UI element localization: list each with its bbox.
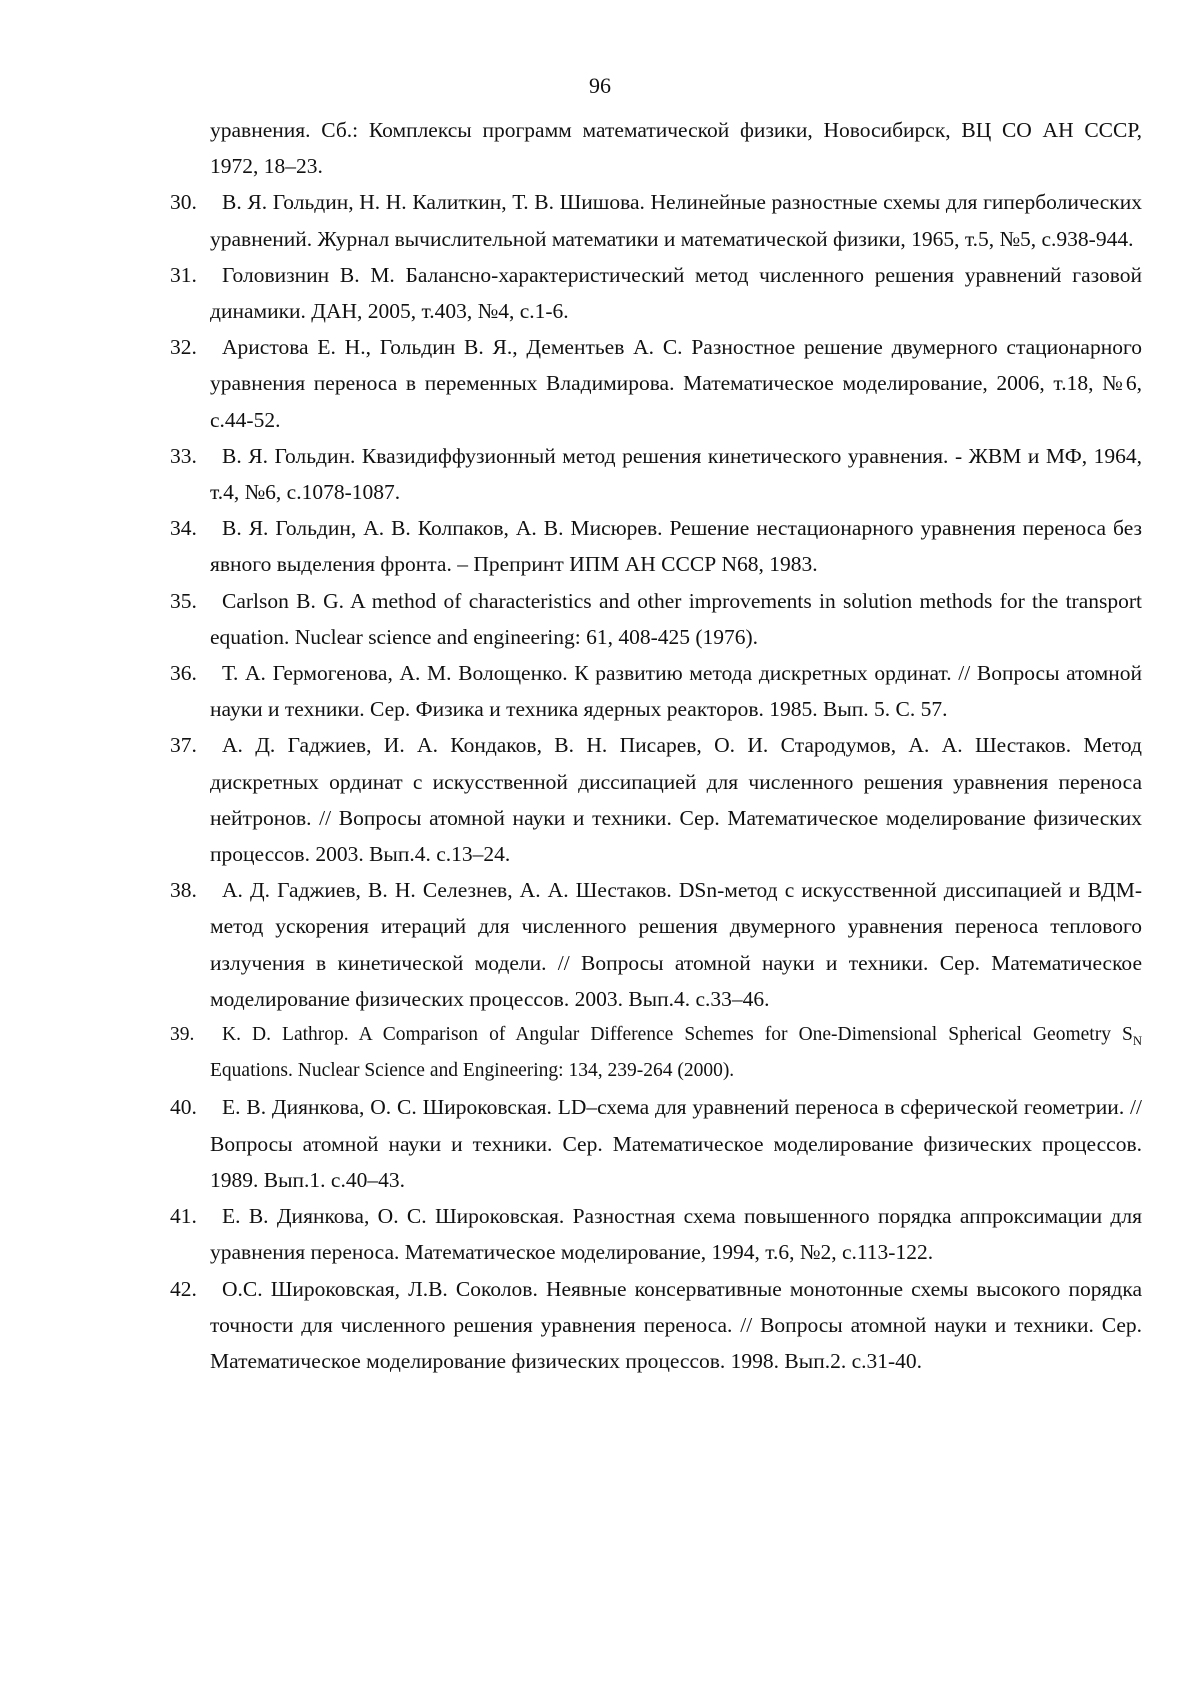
reference-item-39 xyxy=(170,1017,1142,1089)
page-number: 96 xyxy=(589,73,611,98)
reference-text xyxy=(170,1017,1142,1089)
reference-list xyxy=(170,112,1142,1379)
reference-number: 31. xyxy=(170,262,197,287)
reference-item-41 xyxy=(170,1198,1142,1270)
reference-text: Т. А. Гермогенова, А. М. Волощенко. К развитию метода дискретных ординат. // Вопросы атомной науки и техники. Сер. Физика и техника ядерных реакторов. 1985. Вып. 5. С. 57. xyxy=(210,661,1142,722)
reference-text: В. Я. Гольдин, Н. Н. Калиткин, Т. В. Шишова. Нелинейные разностные схемы для гиперболических уравнений. Журнал вычислительной математики и математической физики, 1965, т.5, №5, с.938-944. xyxy=(210,190,1142,251)
reference-number: 36. xyxy=(170,661,197,686)
reference-text: Головизнин В. М. Балансно-характеристический метод численного решения уравнений газовой динамики. ДАН, 2005, т.403, №4, с.1-6. xyxy=(210,262,1142,324)
reference-text: Е. В. Диянкова, О. С. Широковская. Разностная схема повышенного порядка аппроксимации для уравнения переноса. Математическое моделирование, 1994, т.6, №2, с.113-122. xyxy=(210,1204,1142,1265)
reference-number: 38. xyxy=(170,878,197,903)
reference-text: Аристова Е. Н., Гольдин В. Я., Дементьев А. С. Разностное решение двумерного стационарного уравнения переноса в переменных Владимирова. Математическое моделирование, 2006, т.18, №6, с.44-52. xyxy=(210,335,1142,432)
reference-number: 37. xyxy=(170,733,197,758)
reference-item-40 xyxy=(170,1089,1142,1198)
reference-number: 33. xyxy=(170,443,197,468)
reference-number: 42. xyxy=(170,1276,197,1301)
reference-text: А. Д. Гаджиев, И. А. Кондаков, В. Н. Писарев, О. И. Стародумов, А. А. Шестаков. Метод дискретных ординат с искусственной диссипацией для численного решения уравнения переноса нейтронов. // Вопросы атомной науки и техники. Сер. Математическое моделирование физических процессов. 2003. Вып.4. с.13–24. xyxy=(210,733,1142,867)
reference-text: А. Д. Гаджиев, В. Н. Селезнев, А. А. Шестаков. DSn-метод с искусственной диссипацией и ВДМ-метод ускорения итераций для численного решения двумерного уравнения переноса теплового излучения в кинетической модели. // Вопросы атомной науки и техники. Сер. Математическое моделирование физических процессов. 2003. Вып.4. с.33–46. xyxy=(210,878,1142,1011)
reference-number: 41. xyxy=(170,1204,197,1229)
reference-number: 34. xyxy=(170,516,197,541)
reference-item-30 xyxy=(170,184,1142,256)
reference-item-38 xyxy=(170,872,1142,1017)
reference-number: 40. xyxy=(170,1095,197,1120)
reference-item-35 xyxy=(170,583,1142,655)
subscript: N xyxy=(1132,1033,1142,1048)
reference-text: О.С. Широковская, Л.В. Соколов. Неявные консервативные монотонные схемы высокого порядка точности для численного решения уравнения переноса. // Вопросы атомной науки и техники. Сер. Математическое моделирование физических процессов. 1998. Вып.2. с.31-40. xyxy=(210,1276,1142,1373)
reference-number: 39. xyxy=(170,1024,195,1046)
reference-item-36 xyxy=(170,655,1142,727)
reference-number: 32. xyxy=(170,335,197,360)
reference-number: 30. xyxy=(170,190,197,215)
reference-item-37 xyxy=(170,727,1142,872)
reference-text-part: K. D. Lathrop. A Comparison of Angular Difference Schemes for One-Dimensional Spherical Geometry S xyxy=(222,1024,1133,1046)
reference-continuation: уравнения. Сб.: Комплексы программ математической физики, Новосибирск, ВЦ СО АН СССР, 1972, 18–23. xyxy=(210,118,1142,179)
reference-text: В. Я. Гольдин. Квазидиффузионный метод решения кинетического уравнения. - ЖВМ и МФ, 1964, т.4, №6, с.1078-1087. xyxy=(210,443,1142,505)
reference-text-part: Equations. Nuclear Science and Engineering: 134, 239-264 (2000). xyxy=(210,1060,735,1082)
reference-number: 35. xyxy=(170,588,197,613)
reference-text: В. Я. Гольдин, А. В. Колпаков, А. В. Мисюрев. Решение нестационарного уравнения переноса без явного выделения фронта. – Препринт ИПМ АН СССР N68, 1983. xyxy=(210,516,1142,577)
reference-item-33 xyxy=(170,438,1142,510)
reference-item-42 xyxy=(170,1271,1142,1380)
reference-text: Carlson B. G. A method of characteristics and other improvements in solution methods for the transport equation. Nuclear science and engineering: 61, 408-425 (1976). xyxy=(210,588,1142,649)
reference-item-32 xyxy=(170,329,1142,438)
reference-item-34 xyxy=(170,510,1142,582)
reference-item-31 xyxy=(170,257,1142,329)
reference-text: Е. В. Диянкова, О. С. Широковская. LD–схема для уравнений переноса в сферической геометрии. // Вопросы атомной науки и техники. Сер. Математическое моделирование физических процессов. 1989. Вып.1. с.40–43. xyxy=(210,1095,1142,1192)
